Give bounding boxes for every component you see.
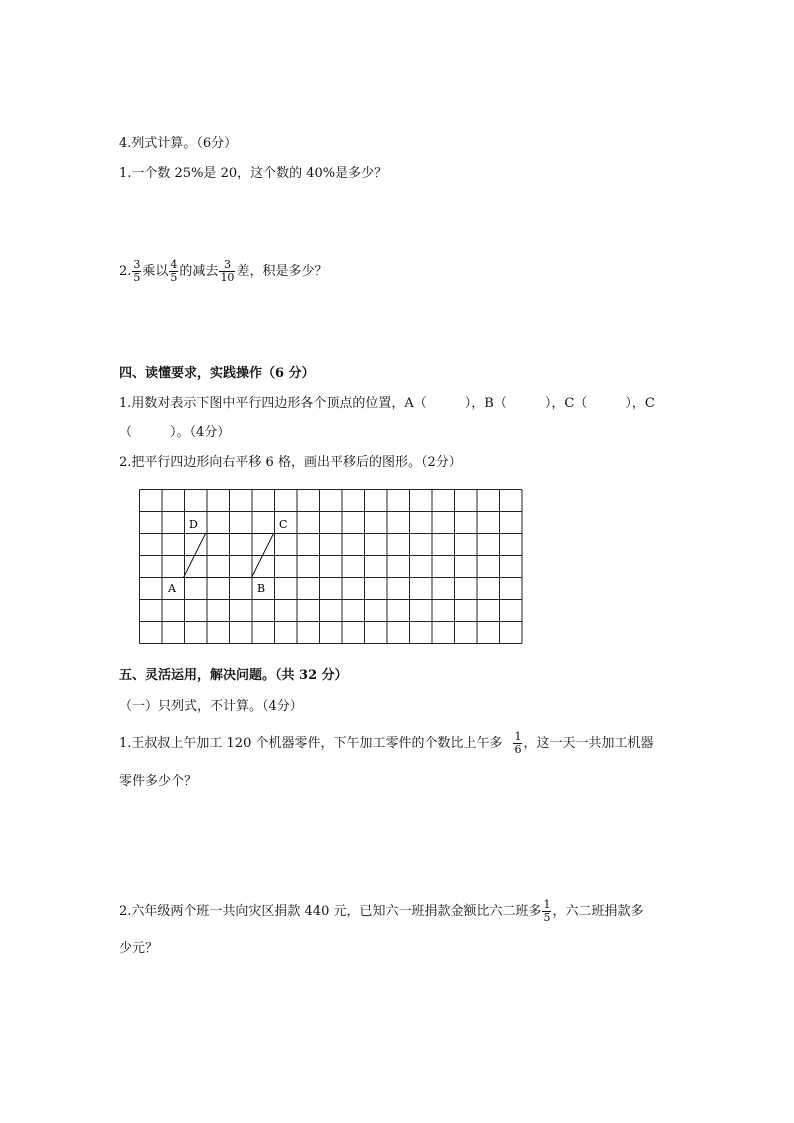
s5-q1-text2: ，这一天一共加工机器 bbox=[523, 736, 654, 751]
q4-item-2-prefix: 2. bbox=[119, 264, 132, 279]
q4-header: 4.列式计算。（6分） bbox=[119, 136, 238, 151]
s5-q2-text1: 2.六年级两个班一共向灾区捐款 440 元，已知六一班捐款金额比六二班多 bbox=[119, 904, 542, 919]
fraction-3-5 bbox=[132, 259, 141, 284]
fraction-denominator: 6 bbox=[514, 743, 522, 756]
fraction-3-10 bbox=[219, 259, 235, 284]
q4-item-2 bbox=[119, 254, 327, 290]
q1-open-paren: （ bbox=[119, 425, 133, 440]
q1-d-label: ），C bbox=[625, 396, 655, 411]
section-5-question-1 bbox=[119, 728, 654, 760]
section-5-question-2-cont: 少元？ bbox=[119, 941, 159, 956]
section-4-header: 四、读懂要求，实践操作（6 分） bbox=[119, 366, 315, 381]
fraction-4-5 bbox=[169, 259, 178, 284]
q1-b-label: ），B（ bbox=[464, 396, 507, 411]
fraction-numerator: 4 bbox=[170, 258, 178, 271]
q1-close-paren: ）。（4分） bbox=[170, 425, 231, 440]
vertex-label-b: B bbox=[257, 582, 266, 595]
fraction-denominator: 10 bbox=[220, 271, 235, 284]
section-5-question-2 bbox=[119, 896, 644, 928]
grid-lines bbox=[140, 490, 523, 644]
s5-q2-text2: ，六二班捐款多 bbox=[552, 904, 644, 919]
fraction-denominator: 5 bbox=[543, 911, 551, 924]
section-5-header: 五、灵活运用，解决问题。（共 32 分） bbox=[119, 668, 348, 683]
fraction-numerator: 1 bbox=[514, 730, 522, 743]
vertex-label-c: C bbox=[279, 518, 288, 531]
q1-c-label: ），C（ bbox=[544, 396, 588, 411]
square-grid bbox=[139, 489, 524, 645]
fraction-numerator: 1 bbox=[543, 898, 551, 911]
section-4-question-1-cont bbox=[119, 424, 230, 442]
section-5-sub-1: （一）只列式，不计算。（4分） bbox=[119, 699, 303, 714]
fraction-1-6 bbox=[513, 731, 522, 756]
q4-item-2-text1: 乘以 bbox=[142, 264, 169, 279]
s5-q1-text1: 1.王叔叔上午加工 120 个机器零件，下午加工零件的个数比上午多 bbox=[119, 736, 503, 751]
section-4-question-1 bbox=[119, 395, 655, 413]
q4-item-2-text2: 的减去 bbox=[179, 264, 219, 279]
section-4-question-2: 2.把平行四边形向右平移 6 格，画出平移后的图形。（2分） bbox=[119, 455, 462, 470]
vertex-label-d: D bbox=[189, 518, 198, 531]
fraction-denominator: 5 bbox=[133, 271, 141, 284]
q1-prefix: 1.用数对表示下图中平行四边形各个顶点的位置，A（ bbox=[119, 396, 427, 411]
q4-item-1: 1.一个数 25%是 20，这个数的 40%是多少？ bbox=[119, 166, 388, 181]
fraction-numerator: 3 bbox=[219, 259, 235, 272]
section-5-question-1-cont: 零件多少个？ bbox=[119, 774, 198, 789]
q4-item-2-text3: 差，积是多少？ bbox=[236, 264, 328, 279]
fraction-denominator: 5 bbox=[170, 271, 178, 284]
vertex-label-a: A bbox=[168, 582, 176, 595]
fraction-1-5 bbox=[542, 899, 551, 924]
fraction-numerator: 3 bbox=[133, 258, 141, 271]
